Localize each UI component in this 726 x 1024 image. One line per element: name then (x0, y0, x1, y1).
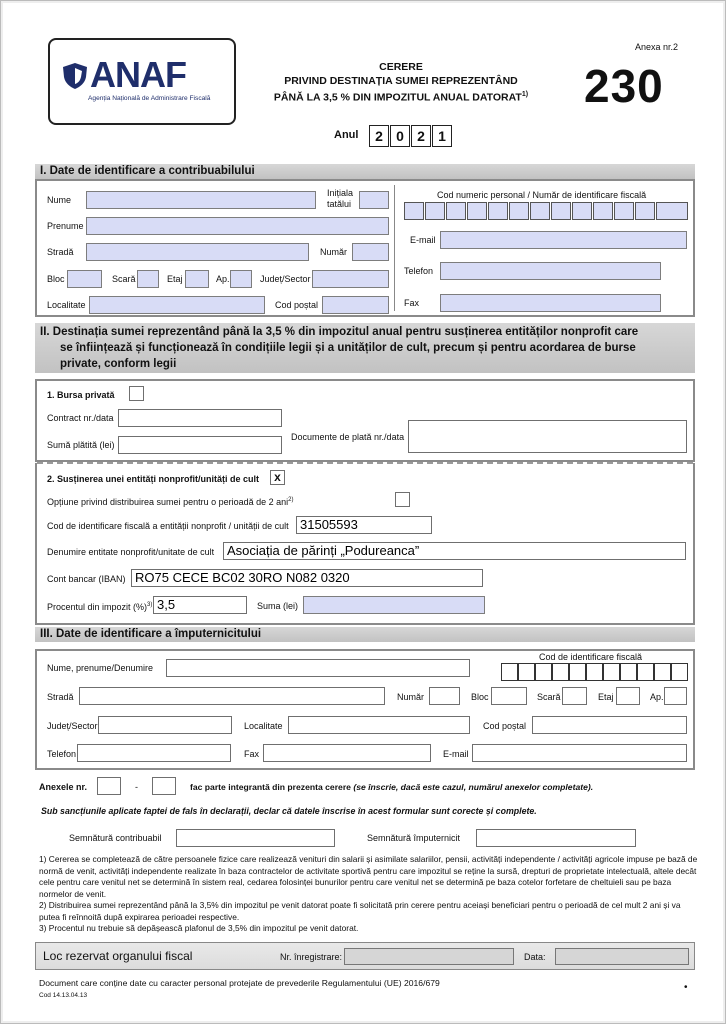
annex-label: Anexa nr.2 (635, 42, 679, 52)
localitate-field[interactable] (89, 296, 265, 314)
anexele-from-field[interactable] (97, 777, 121, 795)
footer-dot: • (684, 982, 688, 993)
imp-fax-field[interactable] (263, 744, 431, 762)
judet-label: Județ/Sector (260, 274, 311, 284)
bursa-checkbox[interactable] (129, 386, 144, 401)
imp-ap-label: Ap. (650, 692, 664, 702)
ap-field[interactable] (230, 270, 252, 288)
optiune-text: Opțiune privind distribuirea sumei pentru o perioadă de 2 ani (47, 497, 289, 507)
imp-strada-label: Stradă (47, 692, 74, 702)
imp-numar-label: Număr (397, 692, 425, 702)
logo-subtitle: Agenția Națională de Administrare Fiscală (88, 95, 211, 102)
form-code: Cod 14.13.04.13 (39, 992, 88, 999)
section-1-title: I. Date de identificare a contribuabilului (35, 164, 695, 179)
footnote-2: 2) Distribuirea sumei reprezentând până la 3,5% din impozitul pe venit datorat poate fi solicitată prin cerere pentru aceiași beneficiari pentru o perioadă de cel mult 2 ani și va putea fi reînnoită după expirarea perioadei respective. (39, 900, 681, 922)
cnp-cell[interactable] (404, 202, 424, 220)
suma-label: Suma (lei) (257, 601, 299, 611)
email-field[interactable] (440, 231, 687, 249)
semnatura-imputernicit-label: Semnătură împuternicit (367, 833, 461, 843)
year-digit-1[interactable]: 2 (369, 125, 389, 147)
cnp-cell[interactable] (488, 202, 508, 220)
strada-field[interactable] (86, 243, 309, 261)
imp-cif-cell[interactable] (569, 663, 586, 681)
imp-cod-postal-label: Cod poștal (483, 721, 527, 731)
section-2-title-line-2: se înființează și funcționează în condițiile legii și a unităților de cult, precum și pentru acordarea de burse (60, 342, 636, 354)
optiune-checkbox[interactable] (395, 492, 410, 507)
cnp-cell[interactable] (656, 202, 688, 220)
imp-numar-field[interactable] (429, 687, 460, 705)
data-field[interactable] (555, 948, 689, 965)
title-line-3: PÂNĂ LA 3,5 % DIN IMPOZITUL ANUAL DATORAT (273, 91, 522, 104)
imp-bloc-label: Bloc (471, 692, 489, 702)
imp-telefon-label: Telefon (47, 749, 77, 759)
cnp-cell[interactable] (509, 202, 529, 220)
procent-label (47, 602, 152, 612)
sustinere-checkbox[interactable]: x (270, 470, 285, 485)
imp-strada-field[interactable] (79, 687, 385, 705)
nume-label: Nume (47, 195, 72, 205)
imp-cif-cell[interactable] (620, 663, 637, 681)
localitate-label: Localitate (47, 300, 86, 310)
nr-inregistrare-label: Nr. înregistrare: (280, 952, 343, 962)
imp-email-label: E-mail (443, 749, 469, 759)
imp-cif-cell[interactable] (535, 663, 552, 681)
imp-etaj-field[interactable] (616, 687, 640, 705)
imp-cif-cell[interactable] (518, 663, 535, 681)
declaratie: Sub sancțiunile aplicate faptei de fals în declarații, declar că datele înscrise în acest formular sunt corecte și complete. (41, 806, 537, 816)
suma-field[interactable] (303, 596, 485, 614)
initiala-label-1: Inițiala (327, 188, 354, 198)
title-line-1: CERERE (379, 61, 423, 73)
semnatura-imputernicit-field[interactable] (476, 829, 636, 847)
year-digit-2[interactable]: 0 (390, 125, 410, 147)
cod-postal-label: Cod poștal (275, 300, 319, 310)
cif-entitate-value: 31505593 (300, 517, 358, 532)
imp-scara-field[interactable] (562, 687, 587, 705)
optiune-label (47, 497, 294, 507)
cnp-cell[interactable] (551, 202, 571, 220)
semnatura-contribuabil-label: Semnătură contribuabil (69, 833, 162, 843)
cnp-cell[interactable] (635, 202, 655, 220)
denumire-value: Asociația de părinți „Podureanca” (227, 543, 420, 558)
strada-label: Stradă (47, 247, 74, 257)
loc-rezervat-box (35, 942, 695, 970)
fax-field[interactable] (440, 294, 661, 312)
anexele-label: Anexele nr. (39, 782, 88, 792)
contract-label: Contract nr./data (47, 413, 114, 423)
imp-cif-cell[interactable] (586, 663, 603, 681)
cnp-label: Cod numeric personal / Număr de identificare fiscală (437, 190, 647, 200)
imp-judet-label: Județ/Sector (47, 721, 98, 731)
form-title (251, 61, 551, 105)
anaf-logo (48, 38, 236, 125)
iban-value: RO75 CECE BC02 30RO N082 0320 (135, 570, 350, 585)
contract-field[interactable] (118, 409, 282, 427)
suma-platita-label: Sumă plătită (lei) (47, 440, 115, 450)
imp-cif-cell[interactable] (603, 663, 620, 681)
shield-icon (62, 62, 88, 90)
imp-fax-label: Fax (244, 749, 260, 759)
anexele-italic: (se înscrie, dacă este cazul, numărul anexelor completate). (353, 782, 594, 792)
section-2-title-line-3: private, conform legii (60, 358, 177, 370)
anexele-text-wrap (190, 782, 593, 792)
cnp-cell[interactable] (530, 202, 550, 220)
imp-cif-cell[interactable] (671, 663, 688, 681)
imp-cif-cell[interactable] (637, 663, 654, 681)
bloc-label: Bloc (47, 274, 65, 284)
data-label: Data: (524, 952, 546, 962)
numar-label: Număr (320, 247, 348, 257)
initiala-label-2: tatălui (327, 199, 352, 209)
cnp-cell[interactable] (572, 202, 592, 220)
fax-label: Fax (404, 298, 420, 308)
imp-bloc-field[interactable] (491, 687, 527, 705)
sustinere-label: 2. Susținerea unei entități nonprofit/unități de cult (47, 474, 260, 484)
semnatura-contribuabil-field[interactable] (176, 829, 335, 847)
section-1-divider (394, 185, 395, 311)
scara-field[interactable] (137, 270, 159, 288)
telefon-field[interactable] (440, 262, 661, 280)
anexele-to-field[interactable] (152, 777, 176, 795)
cif-entitate-label: Cod de identificare fiscală a entității nonprofit / unității de cult (47, 521, 289, 531)
bursa-label: 1. Bursa privată (47, 390, 115, 400)
section-2-title (35, 323, 695, 373)
imp-cif-label: Cod de identificare fiscală (539, 652, 643, 662)
imp-cod-postal-field[interactable] (532, 716, 687, 734)
documente-field[interactable] (408, 420, 687, 453)
cnp-cell[interactable] (593, 202, 613, 220)
imp-localitate-field[interactable] (288, 716, 470, 734)
gdpr-notice: Document care conține date cu caracter personal protejate de prevederile Regulamentului (UE) 2016/679 (39, 978, 440, 988)
etaj-label: Etaj (167, 274, 183, 284)
year-label: Anul (334, 129, 359, 141)
year-digit-3[interactable]: 2 (411, 125, 431, 147)
iban-label: Cont bancar (IBAN) (47, 574, 126, 584)
anexele-dash: - (135, 782, 138, 792)
numar-field[interactable] (352, 243, 389, 261)
section-2-title-line-1: II. Destinația sumei reprezentând până la 3,5 % din impozitul anual pentru susținerea entităților nonprofit care (40, 326, 639, 338)
imp-cif-cell[interactable] (654, 663, 671, 681)
ap-label: Ap. (216, 274, 230, 284)
logo-text: ANAF (90, 54, 186, 95)
footnote-1: 1) Cererea se completează de către persoanele fizice care realizează venituri din salarii și asimilate salariilor, pensii, activități independente / activități agricole impuse pe bază de normă de venit, activități independente realizate în baza contractelor de activitate sportivă pentru care impozitul se reține la sursă, drepturi de proprietate intelectuală, altele decât cele pentru care venitul net se determină în sistem real, cedarea folosinței bunurilor pentru care venitul net se determină pe baza cotelor forfetare de cheltuieli sau pe baza normelor de venit. (39, 854, 698, 899)
procent-value: 3,5 (157, 597, 176, 612)
imp-cif-cell[interactable] (501, 663, 518, 681)
loc-rezervat-label: Loc rezervat organului fiscal (43, 949, 193, 963)
bloc-field[interactable] (67, 270, 102, 288)
form-number: 230 (584, 60, 664, 112)
footnote-3: 3) Procentul nu trebuie să depășească plafonul de 3,5% din impozitul pe venit datorat. (39, 923, 359, 933)
imp-email-field[interactable] (472, 744, 687, 762)
procent-sup: 3) (147, 602, 153, 608)
judet-field[interactable] (312, 270, 389, 288)
cnp-cell[interactable] (614, 202, 634, 220)
email-label: E-mail (410, 235, 436, 245)
title-line-2: PRIVIND DESTINAȚIA SUMEI REPREZENTÂND (284, 74, 518, 87)
initiala-field[interactable] (359, 191, 389, 209)
year-digit-4[interactable]: 1 (432, 125, 452, 147)
suma-platita-field[interactable] (118, 436, 282, 454)
nr-inregistrare-field[interactable] (344, 948, 514, 965)
optiune-sup: 2) (288, 497, 294, 503)
imp-localitate-label: Localitate (244, 721, 283, 731)
imp-telefon-field[interactable] (77, 744, 231, 762)
cnp-cell[interactable] (467, 202, 487, 220)
section-3-title: III. Date de identificare a împuternicitului (35, 627, 695, 642)
scara-label: Scară (112, 274, 136, 284)
nume-field[interactable] (86, 191, 316, 209)
title-line-3-wrap (251, 88, 551, 105)
imp-ap-field[interactable] (664, 687, 687, 705)
cnp-cell[interactable] (446, 202, 466, 220)
procent-text: Procentul din impozit (%) (47, 602, 148, 612)
cod-postal-field[interactable] (322, 296, 389, 314)
imp-scara-label: Scară (537, 692, 561, 702)
denumire-label: Denumire entitate nonprofit/unitate de cult (47, 547, 215, 557)
imp-judet-field[interactable] (98, 716, 232, 734)
telefon-label: Telefon (404, 266, 434, 276)
etaj-field[interactable] (185, 270, 209, 288)
imp-etaj-label: Etaj (598, 692, 614, 702)
imp-cif-cell[interactable] (552, 663, 569, 681)
imp-nume-field[interactable] (166, 659, 470, 677)
prenume-field[interactable] (86, 217, 389, 235)
title-sup: 1) (521, 91, 529, 98)
documente-label: Documente de plată nr./data (291, 432, 405, 442)
cnp-cell[interactable] (425, 202, 445, 220)
imp-nume-label: Nume, prenume/Denumire (47, 663, 154, 673)
prenume-label: Prenume (47, 221, 84, 231)
anexele-text: fac parte integrantă din prezenta cerere (190, 782, 351, 792)
